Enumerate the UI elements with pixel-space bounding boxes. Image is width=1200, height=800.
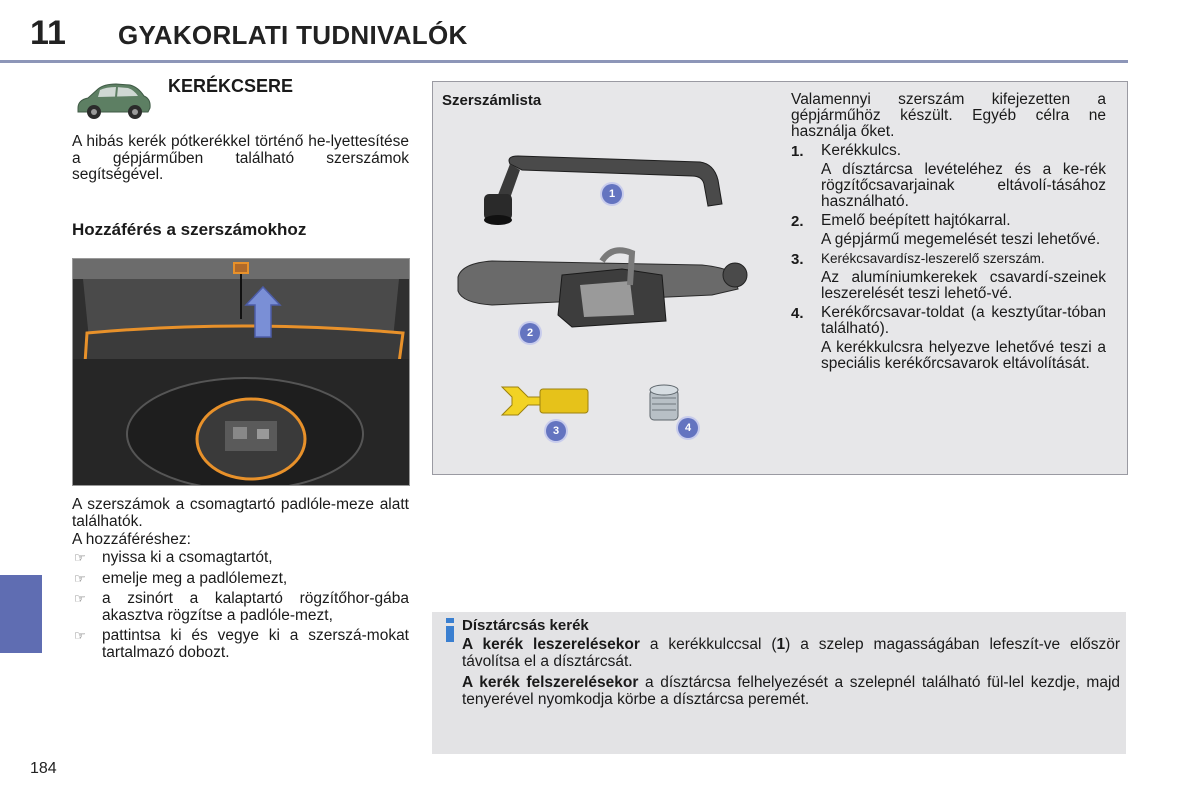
tool-number-badge: 1	[602, 184, 622, 204]
pointing-hand-icon: ☞	[74, 570, 86, 586]
list-item: ☞ a zsinórt a kalaptartó rögzítőhor-gába akasztva rögzítse a padlóle-mezt,	[74, 590, 409, 624]
tool-item-description: A dísztárcsa levételéhez és a ke-rék rögzítőcsavarjainak eltávolí-tásához használható.	[821, 161, 1106, 210]
intro-paragraph: A hibás kerék pótkerékkel történő he-lyettesítése a gépjárműben található szerszámok segítségével.	[72, 133, 409, 183]
tool-item	[791, 143, 1106, 210]
tool-item-description: A gépjármű megemelését teszi lehetővé.	[821, 231, 1101, 248]
pointing-hand-icon: ☞	[74, 550, 86, 565]
car-icon	[72, 80, 154, 122]
info-text	[462, 617, 1120, 712]
tool-number-badge: 2	[520, 323, 540, 343]
info-title: Dísztárcsás kerék	[462, 617, 589, 634]
storage-paragraph: A szerszámok a csomagtartó padlóle-meze alatt találhatók.	[72, 496, 409, 530]
page-number: 184	[30, 760, 57, 777]
tool-item-number: 1.	[791, 143, 804, 160]
tool-list-intro: Valamennyi szerszám kifejezetten a gépjárműhöz készült. Egyéb célra ne használja őket.	[791, 91, 1106, 140]
header-divider	[0, 60, 1128, 63]
list-item: ☞ nyissa ki a csomagtartót,	[74, 549, 273, 566]
tool-item-number: 2.	[791, 213, 804, 230]
tool-item-description: A kerékkulcsra helyezve lehetővé teszi a speciális kerékőrcsavarok eltávolítását.	[821, 339, 1106, 372]
chapter-side-tab	[0, 575, 42, 653]
tool-item-number: 4.	[791, 305, 804, 322]
tool-item-title: Emelő beépített hajtókarral.	[821, 212, 1011, 229]
trunk-photo	[72, 258, 410, 486]
list-item: ☞ emelje meg a padlólemezt,	[74, 569, 288, 587]
info-icon	[444, 618, 456, 642]
access-lead: A hozzáféréshez:	[72, 531, 191, 548]
chapter-number: 11	[30, 14, 66, 52]
car-jack-image	[452, 245, 752, 335]
tool-descriptions	[791, 92, 1106, 372]
tool-item-description: Az alumíniumkerekek csavardí-szeinek leszerelését teszi lehető-vé.	[821, 269, 1106, 302]
info-paragraph-fitting: A kerék felszerelésekor a dísztárcsa felhelyezését a szelepnél található fül-lel kezdje, majd tenyerével nyomkodja körbe a dísztárcsa peremét.	[462, 674, 1121, 708]
info-paragraph-removal: A kerék leszerelésekor a kerékkulccsal (1) a szelep magasságában lefeszít-ve először távolítsa el a dísztárcsát.	[462, 636, 1121, 670]
tool-item	[791, 305, 1106, 372]
tool-number-badge: 4	[678, 418, 698, 438]
access-subtitle: Hozzáférés a szerszámokhoz	[72, 220, 307, 239]
tool-item-title: Kerékcsavardísz-leszerelő szerszám.	[821, 251, 1045, 266]
tool-item-number: 3.	[791, 251, 804, 268]
tool-number-badge: 3	[546, 421, 566, 441]
trim-removal-tool-image	[500, 383, 592, 419]
tool-item-title: Kerékkulcs.	[821, 142, 902, 159]
pointing-hand-icon: ☞	[74, 628, 86, 643]
access-steps-list	[72, 550, 409, 665]
tool-list-heading: Szerszámlista	[442, 92, 542, 109]
list-item: ☞ pattintsa ki és vegye ki a szerszá-mokat tartalmazó dobozt.	[74, 627, 409, 661]
pointing-hand-icon: ☞	[74, 591, 86, 606]
wheel-wrench-image	[470, 150, 730, 230]
section-title: KERÉKCSERE	[168, 76, 294, 96]
tool-item-title: Kerékőrcsavar-toldat (a kesztyűtar-tóban található).	[821, 304, 1106, 337]
tool-item	[791, 251, 1106, 302]
tool-item	[791, 213, 1106, 248]
chapter-title: GYAKORLATI TUDNIVALÓK	[118, 20, 468, 50]
